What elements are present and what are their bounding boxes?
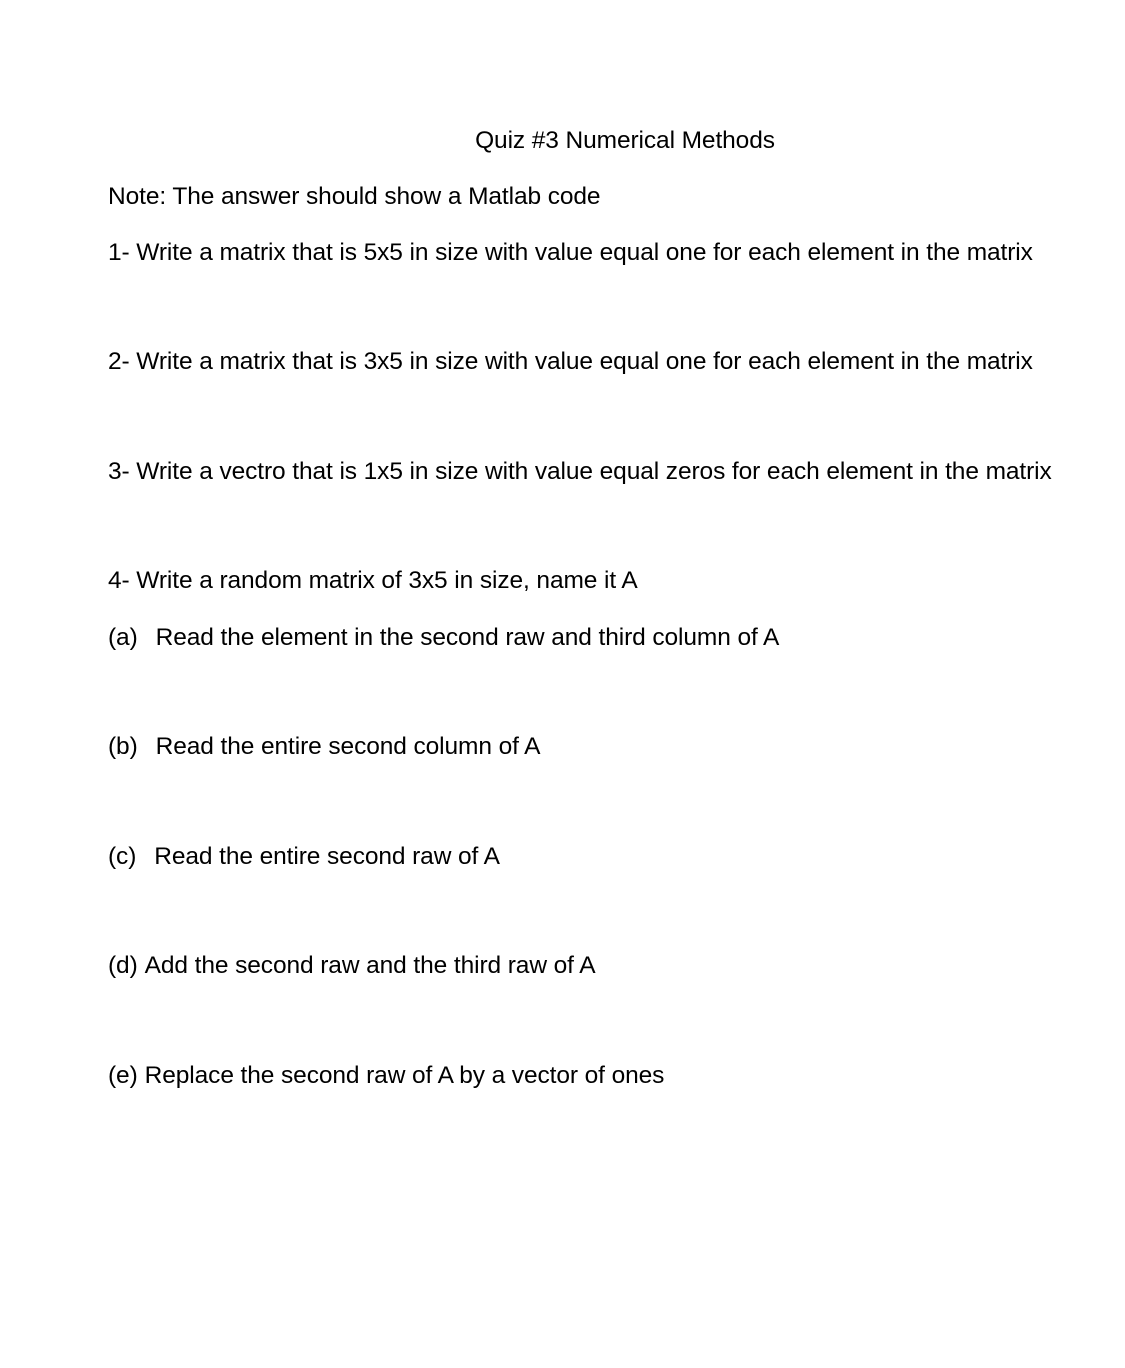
subpart-c-label: (c) <box>108 843 137 870</box>
subpart-e-label: (e) <box>108 1062 138 1089</box>
subpart-b <box>108 732 540 762</box>
subpart-e <box>108 1061 664 1091</box>
subpart-c-text: Read the entire second raw of A <box>154 843 500 870</box>
question-4: 4- Write a random matrix of 3x5 in size, name it A <box>108 567 638 594</box>
question-1: 1- Write a matrix that is 5x5 in size with value equal one for each element in the matrix <box>108 239 1033 266</box>
subpart-d-text: Add the second raw and the third raw of A <box>144 952 596 979</box>
question-3: 3- Write a vectro that is 1x5 in size with value equal zeros for each element in the matrix <box>108 458 1052 485</box>
subpart-d <box>108 951 595 981</box>
subpart-c <box>108 842 500 872</box>
subpart-a <box>108 623 779 653</box>
subpart-b-label: (b) <box>108 733 138 760</box>
subpart-b-text: Read the entire second column of A <box>155 733 541 760</box>
page-title: Quiz #3 Numerical Methods <box>475 127 775 154</box>
subpart-e-text: Replace the second raw of A by a vector of ones <box>144 1062 665 1089</box>
subpart-d-label: (d) <box>108 952 138 979</box>
subpart-a-label: (a) <box>108 624 138 651</box>
question-2: 2- Write a matrix that is 3x5 in size with value equal one for each element in the matrix <box>108 348 1033 375</box>
subpart-a-text: Read the element in the second raw and third column of A <box>155 624 780 651</box>
note-text: Note: The answer should show a Matlab code <box>108 183 601 210</box>
